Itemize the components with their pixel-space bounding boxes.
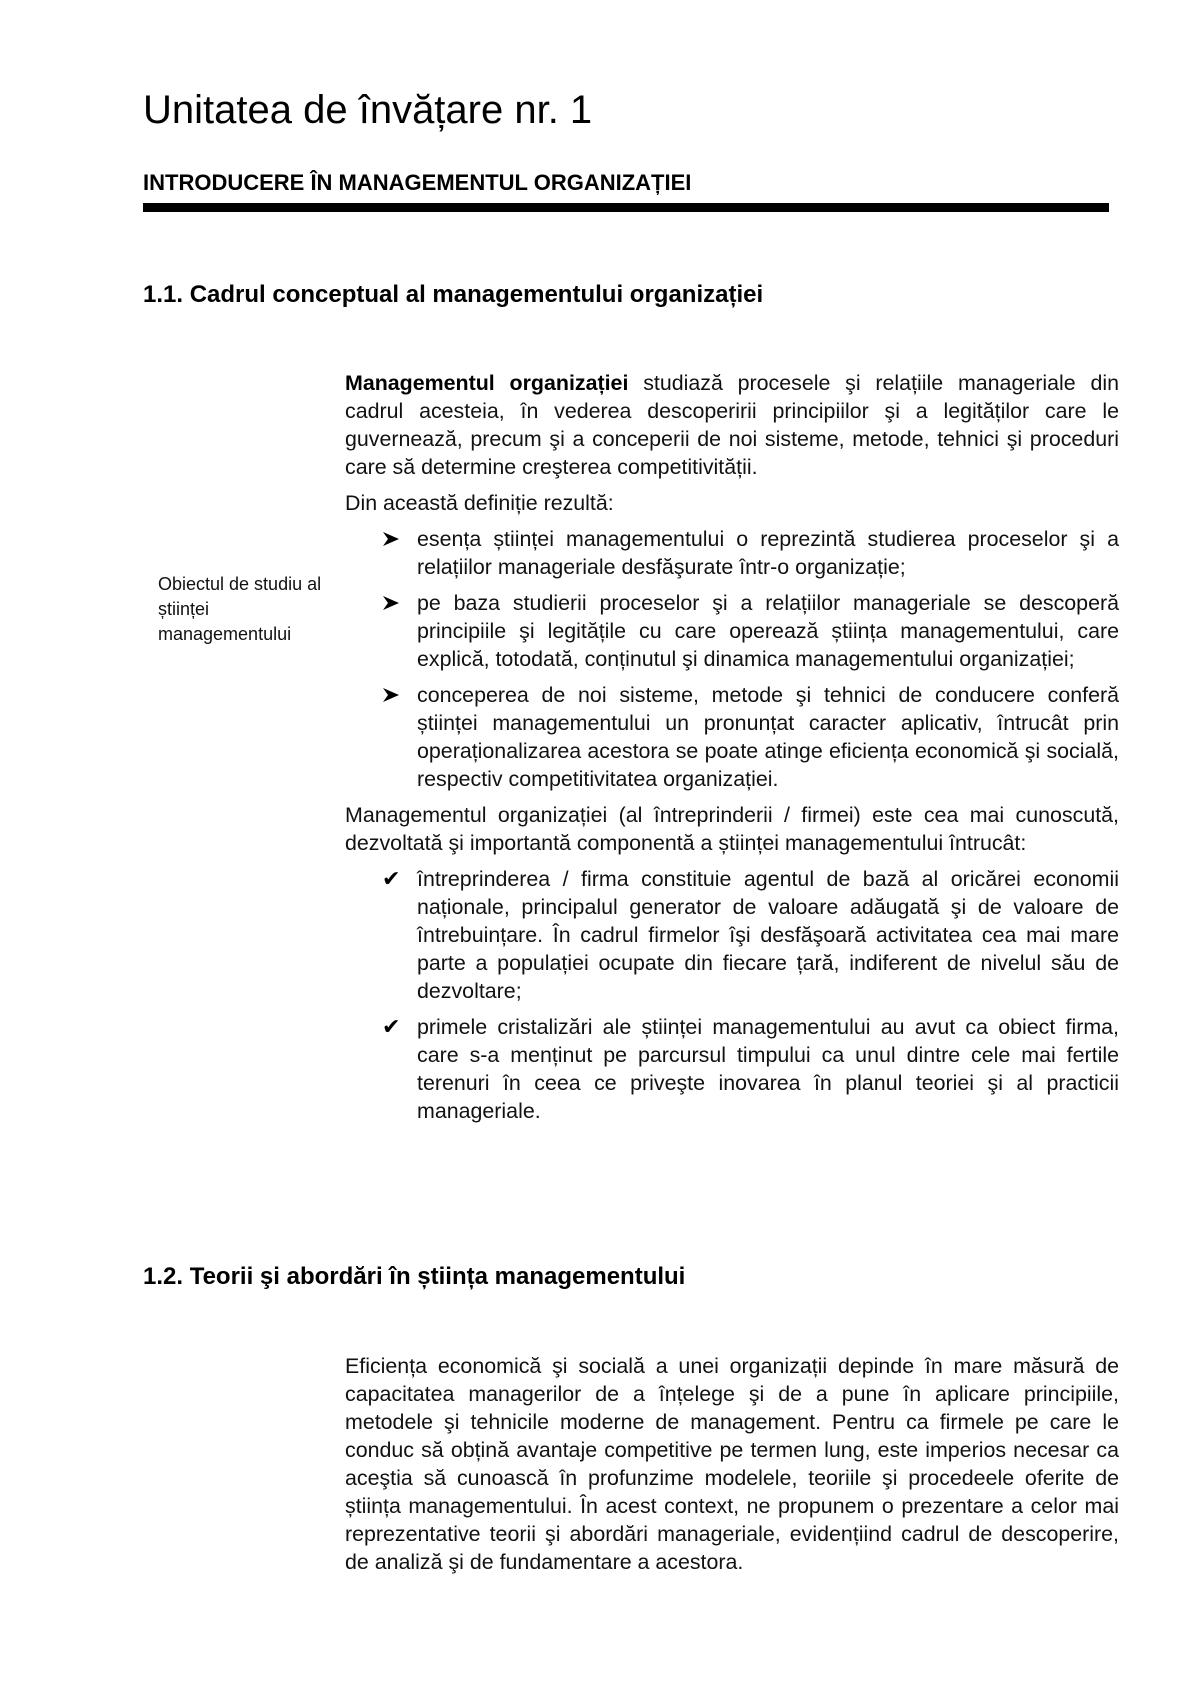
list-item	[345, 681, 1119, 793]
paragraph-importance: Managementul organizației (al întreprinderii / firmei) este cea mai cunoscută, dezvoltată şi importantă componentă a științei managementului întrucât:	[345, 803, 1119, 855]
list-item-text: primele cristalizări ale științei managementului au avut ca obiect firma, care s-a menținut pe parcursul timpului ca unul dintre cele mai fertile terenuri în ceea ce priveşte inovarea în planul teoriei şi al practicii manageriale.	[417, 1015, 1119, 1123]
section-heading-1-1: 1.1. Cadrul conceptual al managementului organizației	[143, 281, 764, 308]
arrow-bullet-icon	[382, 525, 410, 547]
list-item-text: întreprinderea / firma constituie agentul de bază al oricărei economii naționale, principalul generator de valoare adăugată şi de valoare de întrebuințare. În cadrul firmelor îşi desfăşoară activitatea cea mai mare parte a populației ocupate din fiecare țară, indiferent de nivelul său de dezvoltare;	[417, 867, 1119, 1003]
list-item	[345, 865, 1119, 1005]
list-item	[345, 589, 1119, 673]
paragraph-theories: Eficiența economică şi socială a unei organizații depinde în mare măsură de capacitatea managerilor de a înțelege şi de a pune în aplicare principiile, metodele şi tehnicile moderne de management. Pentru ca firmele pe care le conduc să obțină avantaje competitive pe termen lung, este imperios necesar ca aceştia să cunoască în profunzime modelele, teoriile şi procedeele oferite de știința managementului. În acest context, ne propunem o prezentare a celor mai reprezentative teorii şi abordări manageriale, evidențiind cadrul de descoperire, de analiză şi de fundamentare a acestora.	[345, 1354, 1119, 1574]
section-heading-1-2: 1.2. Teorii şi abordări în știința managementului	[143, 1263, 686, 1290]
list-item-text: conceperea de noi sisteme, metode şi tehnici de conducere conferă științei managementului un pronunțat caracter aplicativ, întrucât prin operaționalizarea acestora se poate atinge eficiența economică şi socială, respectiv competitivitatea organizației.	[417, 683, 1119, 791]
margin-note: Obiectul de studiu al științei managementului	[158, 574, 322, 644]
check-list	[345, 865, 1119, 1125]
arrow-list	[345, 525, 1119, 793]
list-item	[345, 1013, 1119, 1125]
section-2-body	[345, 1352, 1119, 1576]
list-item-text: pe baza studierii proceselor şi a relațiilor manageriale se descoperă principiile şi legitățile cu care operează știința managementului, care explică, totodată, conținutul şi dinamica managementului organizației;	[417, 591, 1119, 671]
unit-title: Unitatea de învățare nr. 1	[143, 88, 593, 132]
title-rule	[143, 203, 1109, 212]
list-item-text: esența științei managementului o reprezintă studierea proceselor şi a relațiilor manageriale desfăşurate într-o organizație;	[417, 527, 1119, 579]
paragraph-definition-text: studiază procesele şi relațiile manageriale din cadrul acesteia, în vederea descoperirii principiilor şi a legităților care le guvernează, precum şi a conceperii de noi sisteme, metode, tehnici şi proceduri care să determine creşterea competitivității.	[345, 371, 1119, 479]
checkmark-bullet-icon: ✔	[382, 866, 401, 891]
checkmark-bullet-icon: ✔	[382, 1014, 401, 1039]
arrow-bullet-icon	[382, 681, 410, 703]
paragraph-definition	[345, 369, 1119, 481]
list-item	[345, 525, 1119, 581]
paragraph-intro-list: Din această definiție rezultă:	[345, 491, 614, 515]
bold-term: Managementul organizației	[345, 371, 629, 395]
unit-subtitle: INTRODUCERE ÎN MANAGEMENTUL ORGANIZAȚIEI	[143, 170, 692, 195]
arrow-bullet-icon	[382, 589, 410, 611]
section-1-body	[345, 369, 1119, 1133]
